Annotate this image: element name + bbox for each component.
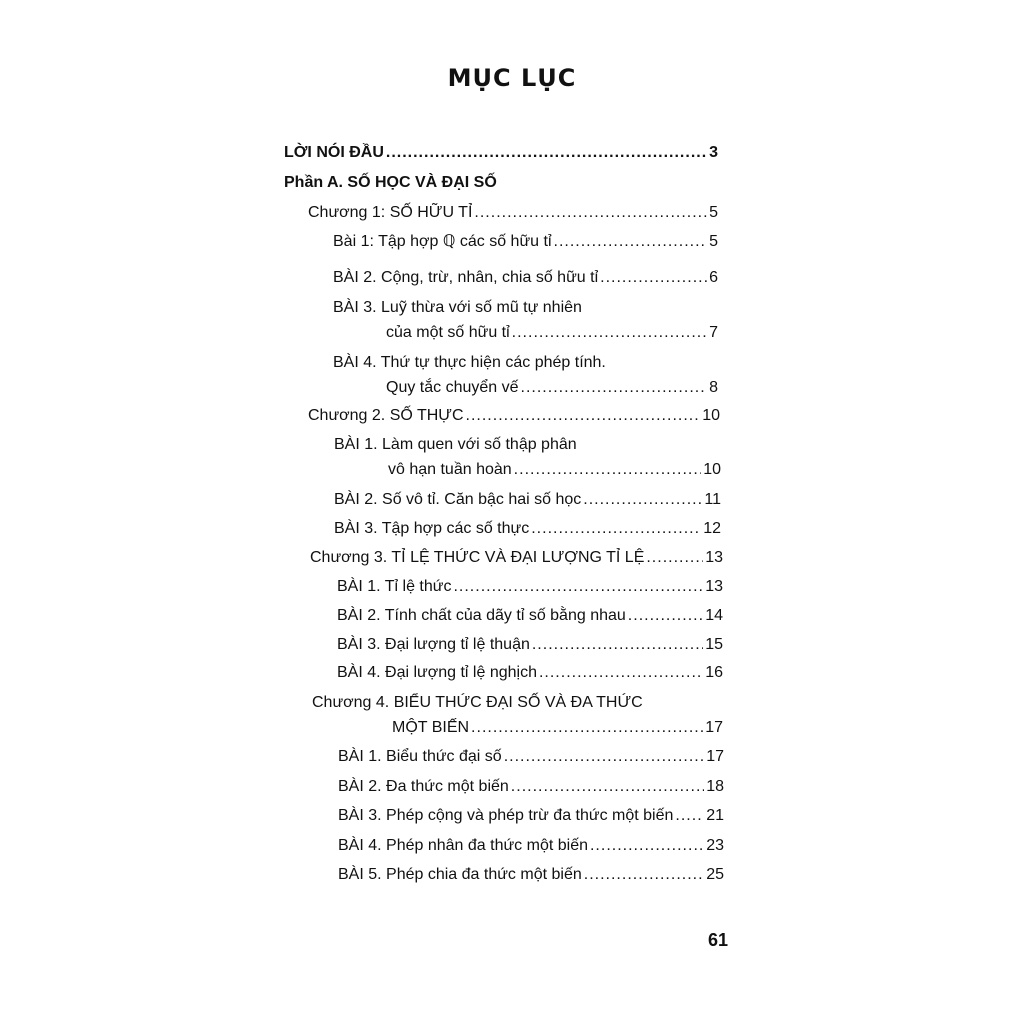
toc-part-heading: Phần A. SỐ HỌC VÀ ĐẠI SỐ	[284, 174, 497, 191]
toc-entry-page: 7	[709, 324, 718, 341]
dot-leader	[646, 548, 703, 568]
toc-lesson	[388, 460, 721, 480]
toc-entry-label: BÀI 1. Tỉ lệ thức	[337, 578, 452, 595]
toc-entry-page: 13	[705, 549, 723, 566]
dot-leader	[675, 806, 704, 826]
toc-entry-label: LỜI NÓI ĐẦU	[284, 144, 384, 161]
toc-chapter-2	[308, 406, 720, 426]
dot-leader	[514, 460, 702, 480]
toc-chapter-3	[310, 548, 723, 568]
toc-entry-label: BÀI 2. Cộng, trừ, nhân, chia số hữu tỉ	[333, 269, 599, 286]
toc-entry-label: BÀI 3. Phép cộng và phép trừ đa thức một biến	[338, 807, 674, 824]
toc-entry-page: 10	[702, 407, 720, 424]
toc-lesson-line1: BÀI 4. Thứ tự thực hiện các phép tính.	[333, 354, 606, 371]
toc-entry-label: BÀI 4. Đại lượng tỉ lệ nghịch	[337, 664, 537, 681]
toc-lesson	[333, 232, 718, 252]
dot-leader	[628, 606, 703, 626]
toc-lesson	[386, 378, 718, 398]
toc-entry-page: 17	[706, 748, 724, 765]
dot-leader	[512, 323, 707, 343]
toc-lesson	[337, 635, 723, 655]
toc-lesson	[337, 663, 723, 683]
dot-leader	[590, 836, 704, 856]
toc-entry-page: 5	[709, 233, 718, 250]
toc-lesson	[338, 865, 724, 885]
toc-entry-page: 15	[705, 636, 723, 653]
toc-lesson-line1: BÀI 1. Làm quen với số thập phân	[334, 436, 577, 453]
toc-entry-page: 18	[706, 778, 724, 795]
toc-entry-page: 11	[704, 491, 721, 508]
dot-leader	[583, 490, 702, 510]
toc-entry-page: 13	[705, 578, 723, 595]
toc-entry-label: BÀI 1. Biểu thức đại số	[338, 748, 502, 765]
dot-leader	[386, 143, 707, 163]
toc-lesson	[337, 606, 723, 626]
dot-leader	[511, 777, 704, 797]
toc-entry-label: của một số hữu tỉ	[386, 324, 510, 341]
toc-entry-label: BÀI 2. Số vô tỉ. Căn bậc hai số học	[334, 491, 582, 508]
toc-entry-page: 5	[709, 204, 718, 221]
toc-lesson	[338, 777, 724, 797]
toc-entry-label: BÀI 2. Tính chất của dãy tỉ số bằng nhau	[337, 607, 626, 624]
toc-lesson	[338, 836, 724, 856]
toc-lesson	[338, 747, 724, 767]
toc-entry-label: Chương 3. TỈ LỆ THỨC VÀ ĐẠI LƯỢNG TỈ LỆ	[310, 549, 645, 566]
toc-entry-label: vô hạn tuần hoàn	[388, 461, 512, 478]
toc-chapter-line1: Chương 4. BIỂU THỨC ĐẠI SỐ VÀ ĐA THỨC	[312, 694, 643, 711]
dot-leader	[471, 718, 703, 738]
dot-leader	[600, 268, 707, 288]
toc-entry-label: Chương 1: SỐ HỮU TỈ	[308, 204, 473, 221]
dot-leader	[504, 747, 705, 767]
toc-entry-page: 16	[705, 664, 723, 681]
toc-lesson	[338, 806, 724, 826]
toc-entry-label: BÀI 4. Phép nhân đa thức một biến	[338, 837, 588, 854]
dot-leader	[584, 865, 704, 885]
toc-lesson	[334, 490, 721, 510]
toc-entry-label: Quy tắc chuyển vế	[386, 379, 519, 396]
toc-entry-page: 6	[709, 269, 718, 286]
toc-entry-label: MỘT BIẾN	[392, 719, 470, 736]
toc-chapter-1	[308, 203, 718, 223]
toc-entry-page: 23	[706, 837, 724, 854]
toc-entry-page: 17	[705, 719, 723, 736]
toc-lesson	[386, 323, 718, 343]
toc-lesson	[337, 577, 723, 597]
dot-leader	[532, 635, 703, 655]
toc-entry-label: Chương 2. SỐ THỰC	[308, 407, 464, 424]
dot-leader	[539, 663, 703, 683]
dot-leader	[521, 378, 708, 398]
toc-entry-label: BÀI 2. Đa thức một biến	[338, 778, 509, 795]
toc-entry-label: Bài 1: Tập hợp ℚ các số hữu tỉ	[333, 233, 552, 250]
dot-leader	[453, 577, 703, 597]
toc-entry-label: BÀI 5. Phép chia đa thức một biến	[338, 866, 582, 883]
toc-entry-label: BÀI 3. Tập hợp các số thực	[334, 520, 530, 537]
toc-lesson	[334, 519, 721, 539]
toc-entry-page: 10	[703, 461, 721, 478]
toc-entry-page: 12	[703, 520, 721, 537]
dot-leader	[531, 519, 701, 539]
toc-entry-page: 8	[709, 379, 718, 396]
dot-leader	[474, 203, 707, 223]
toc-entry-page: 3	[709, 144, 718, 161]
dot-leader	[466, 406, 701, 426]
toc-lesson-line1: BÀI 3. Luỹ thừa với số mũ tự nhiên	[333, 299, 582, 316]
page-number: 61	[707, 930, 728, 950]
page-title: MỤC LỤC	[447, 64, 577, 92]
toc-chapter-4	[392, 718, 723, 738]
toc-lesson	[333, 268, 718, 288]
toc-entry-page: 21	[706, 807, 724, 824]
toc-entry-page: 25	[706, 866, 724, 883]
toc-entry-page: 14	[705, 607, 723, 624]
dot-leader	[554, 232, 708, 252]
toc-entry-preface	[284, 143, 718, 163]
toc-entry-label: BÀI 3. Đại lượng tỉ lệ thuận	[337, 636, 530, 653]
